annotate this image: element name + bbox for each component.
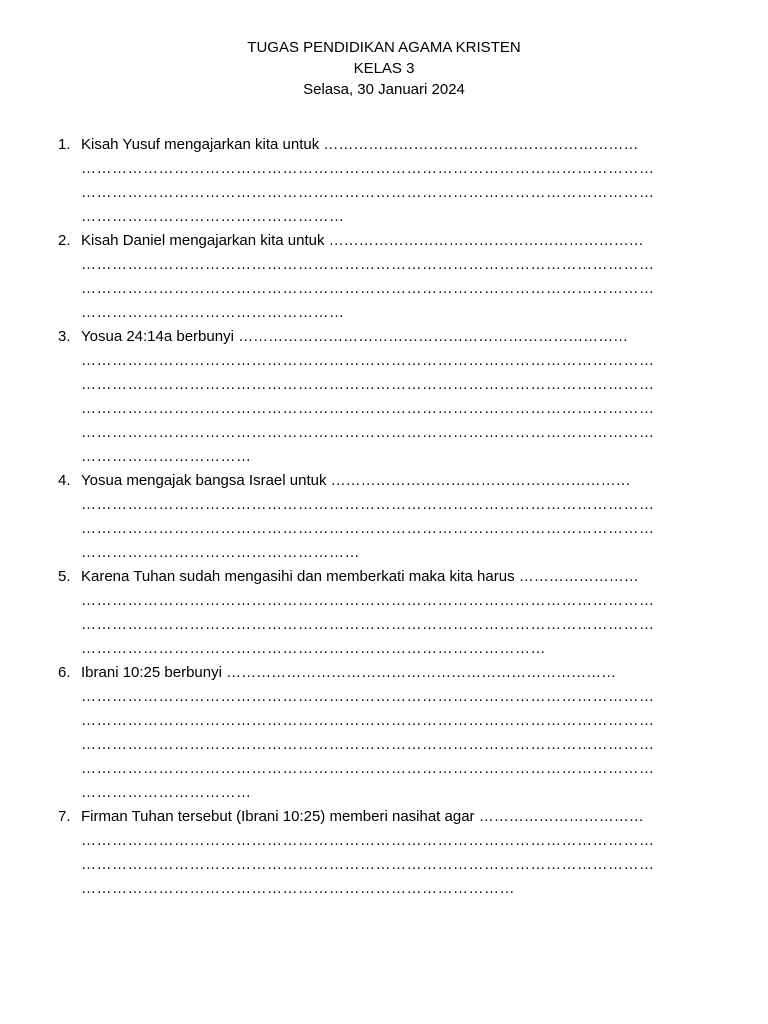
question-prompt-line — [0, 805, 768, 829]
answer-dotted-line: ………………………………………………………………………………………………… — [81, 688, 655, 705]
question-number: 6. — [58, 664, 71, 681]
question-prompt-line — [0, 661, 768, 685]
question-prompt-line — [0, 469, 768, 493]
answer-dotted-line: ………………………………………………………………………………………………… — [81, 736, 655, 753]
answer-dotted-line: ………………………………………………………………………………………………… — [81, 400, 655, 417]
answer-dotted-line: …………………………… — [81, 448, 252, 465]
answer-dotted-line: ………………………………………………………………………………………………… — [81, 712, 655, 729]
question-number: 4. — [58, 472, 71, 489]
question-number: 5. — [58, 568, 71, 585]
answer-dotted-line: ………………………………………………………………………………………………… — [81, 424, 655, 441]
question-prompt-line — [0, 325, 768, 349]
answer-dotted-line: ………………………………………………………………………………………………… — [81, 496, 655, 513]
answer-dotted-line: …………………………… — [81, 784, 252, 801]
question-prompt: Ibrani 10:25 berbunyi …………………………………………………………………… — [81, 664, 617, 681]
answer-dotted-line: ………………………………………………………………………………………………… — [81, 280, 655, 297]
question-item — [0, 325, 768, 469]
question-number: 2. — [58, 232, 71, 249]
question-item — [0, 469, 768, 565]
answer-dotted-line: ………………………………………………………………………………………………… — [81, 256, 655, 273]
question-item — [0, 229, 768, 325]
class-label: KELAS 3 — [353, 60, 415, 77]
question-prompt-line — [0, 133, 768, 157]
answer-dotted-line: ………………………………………………………………………………………………… — [81, 760, 655, 777]
document-title: TUGAS PENDIDIKAN AGAMA KRISTEN — [247, 39, 521, 56]
answer-dotted-line: ………………………………………………………………………………………………… — [81, 856, 655, 873]
answer-dotted-line: ……………………………………………… — [81, 544, 360, 561]
answer-dotted-line: ………………………………………………………………………………………………… — [81, 376, 655, 393]
question-item — [0, 661, 768, 805]
question-list — [0, 133, 768, 901]
question-prompt-line — [0, 229, 768, 253]
answer-dotted-line: ………………………………………………………………………………………………… — [81, 832, 655, 849]
question-number: 7. — [58, 808, 71, 825]
question-prompt: Kisah Daniel mengajarkan kita untuk ……………………………………………………… — [81, 232, 644, 249]
question-prompt: Firman Tuhan tersebut (Ibrani 10:25) memberi nasihat agar …………………………… — [81, 808, 644, 825]
question-item — [0, 805, 768, 901]
answer-dotted-line: ………………………………………………………………………… — [81, 880, 515, 897]
question-item — [0, 133, 768, 229]
answer-dotted-line: …………………………………………… — [81, 304, 345, 321]
question-prompt: Yosua mengajak bangsa Israel untuk …………………………………………………… — [81, 472, 631, 489]
question-number: 3. — [58, 328, 71, 345]
question-prompt: Yosua 24:14a berbunyi …………………………………………………………………… — [81, 328, 629, 345]
answer-dotted-line: ………………………………………………………………………………………………… — [81, 592, 655, 609]
question-item — [0, 565, 768, 661]
document-date: Selasa, 30 Januari 2024 — [303, 81, 465, 98]
answer-dotted-line: ………………………………………………………………………………………………… — [81, 520, 655, 537]
answer-dotted-line: …………………………………………… — [81, 208, 345, 225]
answer-dotted-line: ………………………………………………………………………………………………… — [81, 160, 655, 177]
answer-dotted-line: ………………………………………………………………………………………………… — [81, 616, 655, 633]
answer-dotted-line: ……………………………………………………………………………… — [81, 640, 546, 657]
question-prompt: Karena Tuhan sudah mengasihi dan memberkati maka kita harus …………………… — [81, 568, 639, 585]
question-prompt-line — [0, 565, 768, 589]
document-header — [0, 37, 768, 100]
answer-dotted-line: ………………………………………………………………………………………………… — [81, 184, 655, 201]
question-prompt: Kisah Yusuf mengajarkan kita untuk ……………………………………………………… — [81, 136, 639, 153]
answer-dotted-line: ………………………………………………………………………………………………… — [81, 352, 655, 369]
question-number: 1. — [58, 136, 71, 153]
